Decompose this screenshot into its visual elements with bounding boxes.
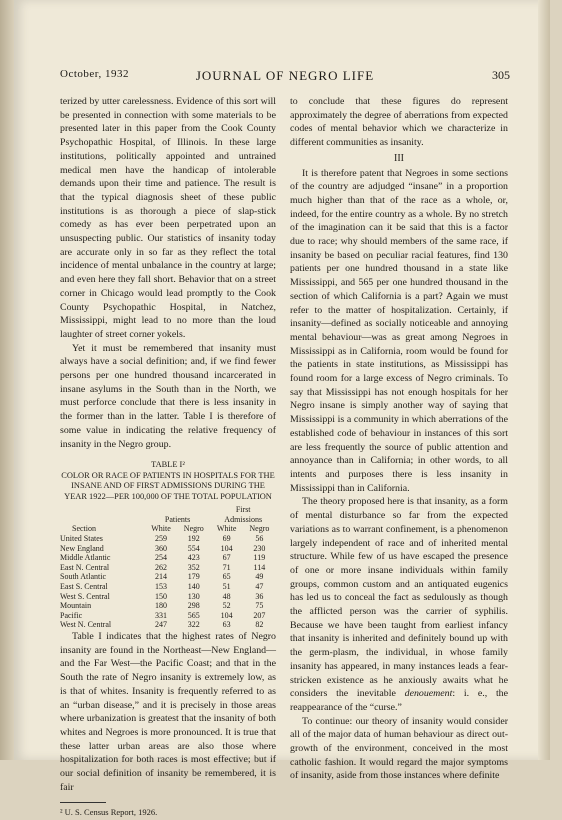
table-row: Pacific 331 565 104 207 [60,610,266,620]
emphasized-word: denouement [404,688,453,700]
table-header-cell: First [235,505,251,515]
journal-title: JOURNAL OF NEGRO LIFE [195,68,375,83]
paragraph: terized by utter carelessness. Evidence of this sort will be presented in connection with some materials to be presented later in this paper from the Cook County Psychopathic Hospital, of Illinois. In these large institutions, politically appointed and untrained medical men have the handicap of intolerable demands upon their time and patience. The result is that the typical diagnosis sheet of these public institutions is as thorough a piece of slap-stick comedy as has ever been perpetrated upon an unsuspecting public. Our statistics of insanity today are accurate only in so far as they reflect the total incidence of mental unbalance in the country at large; and even here they fall short. Behavior that on a street corner in Chicago would lead promptly to the Cook County Psychopathic Hospital, in Natchez, Mississippi, might lead to no more than the loud laughter of street corner yokels. [60,96,276,340]
right-column [290,95,508,783]
book-spine [0,0,14,760]
footnote-rule [60,802,106,803]
paragraph-text: : i. e., the reappearance of the “curse.” [290,688,509,713]
table-header-cell: White [216,524,237,534]
table-header-cell: Negro [249,524,270,534]
paragraph: to conclude that these figures do represent approximately the degree of aberrations from expected codes of mental behavior which we characterize in different communities as insanity. [290,96,508,149]
table-header-cell: Negro [183,524,204,534]
table-label: TABLE I² [151,460,185,470]
paragraph [290,495,508,714]
table-row: Middle Atlantic 254 423 67 119 [60,553,266,563]
paragraph: It is therefore patent that Negroes in some sections of the country are adjudged “insane” in a proportion much higher than that of the race as a whole, or, indeed, for the entire country as a whole. By no stretch of the imagination can it be said that this is a factor due to race; why should members of the same race, if insanity be based on peculiar racial features, find 130 patients per one hundred thousand in a state like Mississippi, and 565 per one hundred thousand in the section of which California is a part? Again we must refer to the matter of hospitalization. Certainly, if insanity—defined as socially noticeable and annoying mental behaviour—was as great among Negroes in Mississippi as in California, room would be found for the patients in state institutions, as Mississippi has found room for a large excess of Negro criminals. To say that Mississippi has not enough hospitals for her Negro insane is simply another way of saying that Mississippi is a community in which aberrations of the established code of behaviour in instances of this sort are less frequently the source of public attention and annoyance than in California; in other words, to all intents and purposes there is less insanity in Mississippi than in California. [290,167,508,494]
table-header-cell: Patients [164,514,191,524]
table-header-cell: White [151,524,171,534]
table-row: East N. Central 262 352 71 114 [60,562,266,572]
left-column [60,95,276,820]
footnote: ² U. S. Census Report, 1926. [60,807,158,818]
paragraph: Table I indicates that the highest rates of Negro insanity are found in the Northeast—New England—and the Far West—the Pacific Coast; and that in the South the rate of Negro insanity is extremely low, as is that of whites. Insanity is frequently referred to as an “urban disease,” and it is precisely in those areas where urbanization is greatest that the insanity of both whites and Negroes is more pronounced. It is true that these latter urban areas are also those where hospitalization for both races is most effective; but if our social definition of insanity be remembered, it is fair [60,631,276,793]
table-header-cell: Section [72,524,96,534]
page-edge [538,0,550,760]
running-header [60,68,510,84]
table-row: South Atlantic 214 179 65 49 [60,572,264,582]
paragraph-text: The theory proposed here is that insanity, as a form of mental disturbance so far from the expected variations as to warrant confinement, is a phenomenon largely independent of race and of inherited mental structure. While few of us have escaped the presence of one or more insane individuals within family groups, common custom and an antiquated eugenics has led us to conceal the fact as sedulously as though the afflicted person was the carrier of syphilis. Because we have been taught from earliest infancy that insanity is inherited and definitely bound up with the germ-plasm, the individual, in whose family insanity has appeared, in many instances leads a fear-stricken existence as he anxiously awaits what he considers the inevitable [290,496,508,700]
table-row: New England 360 554 104 230 [60,543,266,553]
header-date: October, 1932 [60,68,129,80]
table-row: East S. Central 153 140 51 47 [60,582,264,592]
table-row: West N. Central 247 322 63 82 [60,620,264,630]
page-number: 305 [492,68,510,82]
table-title: COLOR OR RACE OF PATIENTS IN HOSPITALS FOR THE INSANE AND OF FIRST ADMISSIONS DURING THE YEAR 1922—PER 100,000 OF THE TOTAL POPULATION [61,470,275,501]
table-row: United States 259 192 69 56 [60,534,264,544]
statistics-table [60,505,276,630]
section-heading: III [394,152,404,164]
table-row: West S. Central 150 130 48 36 [60,591,264,601]
paragraph: Yet it must be remembered that insanity must always have a social definition; and, if we find fewer persons per one hundred thousand incarcerated in insane asylums in the South than in the North, we must perforce conclude that there is less insanity in the former than in the latter. Table I is therefore of some value in indicating the relative frequency of insanity in the Negro group. [60,342,276,450]
table-header-cell: Admissions [224,514,263,524]
table-row: Mountain 180 298 52 75 [60,601,264,611]
table-caption [60,460,276,502]
paragraph: To continue: our theory of insanity would consider all of the major data of human behaviour as direct out-growth of the environment, conceived in the most catholic fashion. It would regard the major symptoms of insanity, aside from those instances where definite [290,715,508,782]
